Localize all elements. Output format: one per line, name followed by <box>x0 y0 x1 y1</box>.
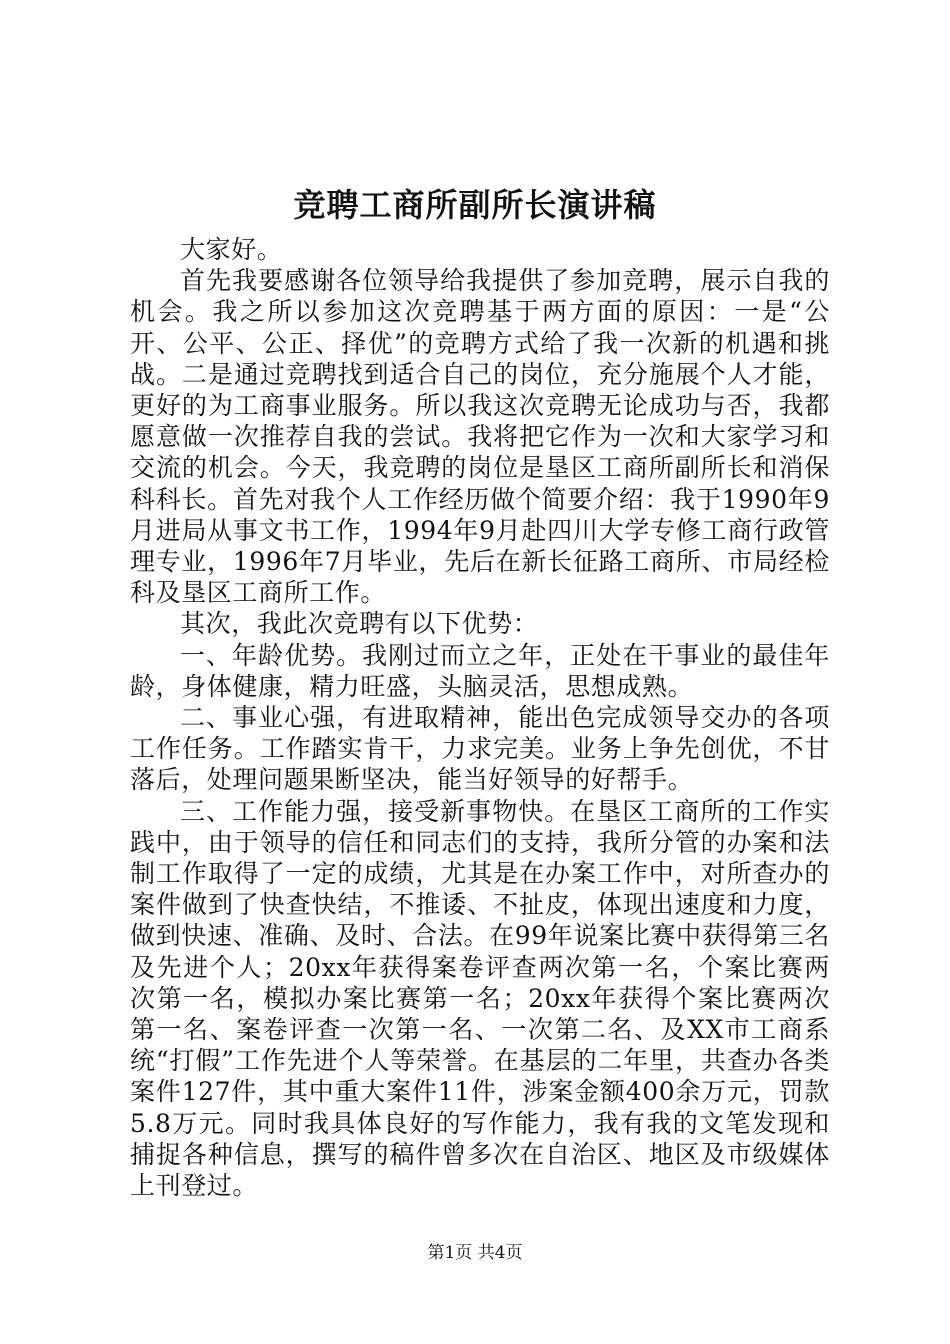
paragraph-advantage-dedication: 二、事业心强，有进取精神，能出色完成领导交办的各项工作任务。工作踏实肯干，力求完美。业务上争先创优，不甘落后，处理问题果断坚决，能当好领导的好帮手。 <box>130 703 830 795</box>
paragraph-advantage-ability: 三、工作能力强，接受新事物快。在垦区工商所的工作实践中，由于领导的信任和同志们的支持，我所分管的办案和法制工作取得了一定的成绩，尤其是在办案工作中，对所查办的案件做到了快查快结，不推诿、不扯皮，体现出速度和力度，做到快速、准确、及时、合法。在99年说案比赛中获得第三名及先进个人；20xx年获得案卷评查两次第一名，个案比赛两次第一名，模拟办案比赛第一名；20xx年获得个案比赛两次第一名、案卷评查一次第一名、一次第二名、及XX市工商系统“打假”工作先进个人等荣誉。在基层的二年里，共查办各类案件127件，其中重大案件11件，涉案金额400余万元，罚款5.8万元。同时我具体良好的写作能力，我有我的文笔发现和捕捉各种信息，撰写的稿件曾多次在自治区、地区及市级媒体上刊登过。 <box>130 796 830 1201</box>
paragraph-advantages-heading: 其次，我此次竞聘有以下优势： <box>180 609 539 639</box>
page-number-footer: 第1页 共4页 <box>427 1243 523 1263</box>
paragraph-advantage-age: 一、年龄优势。我刚过而立之年，正处在干事业的最佳年龄，身体健康，精力旺盛，头脑灵活，思想成熟。 <box>130 640 830 701</box>
document-body <box>130 234 830 1201</box>
paragraph-introduction: 首先我要感谢各位领导给我提供了参加竞聘，展示自我的机会。我之所以参加这次竞聘基于两方面的原因：一是“公开、公平、公正、择优”的竞聘方式给了我一次新的机遇和挑战。二是通过竞聘找到适合自己的岗位，充分施展个人才能，更好的为工商事业服务。所以我这次竞聘无论成功与否，我都愿意做一次推荐自我的尝试。我将把它作为一次和大家学习和交流的机会。今天，我竞聘的岗位是垦区工商所副所长和消保科科长。首先对我个人工作经历做个简要介绍：我于1990年9月进局从事文书工作，1994年9月赴四川大学专修工商行政管理专业，1996年7月毕业，先后在新长征路工商所、市局经检科及垦区工商所工作。 <box>130 266 830 608</box>
document-title: 竞聘工商所副所长演讲稿 <box>293 186 657 224</box>
paragraph-greeting: 大家好。 <box>180 235 283 264</box>
